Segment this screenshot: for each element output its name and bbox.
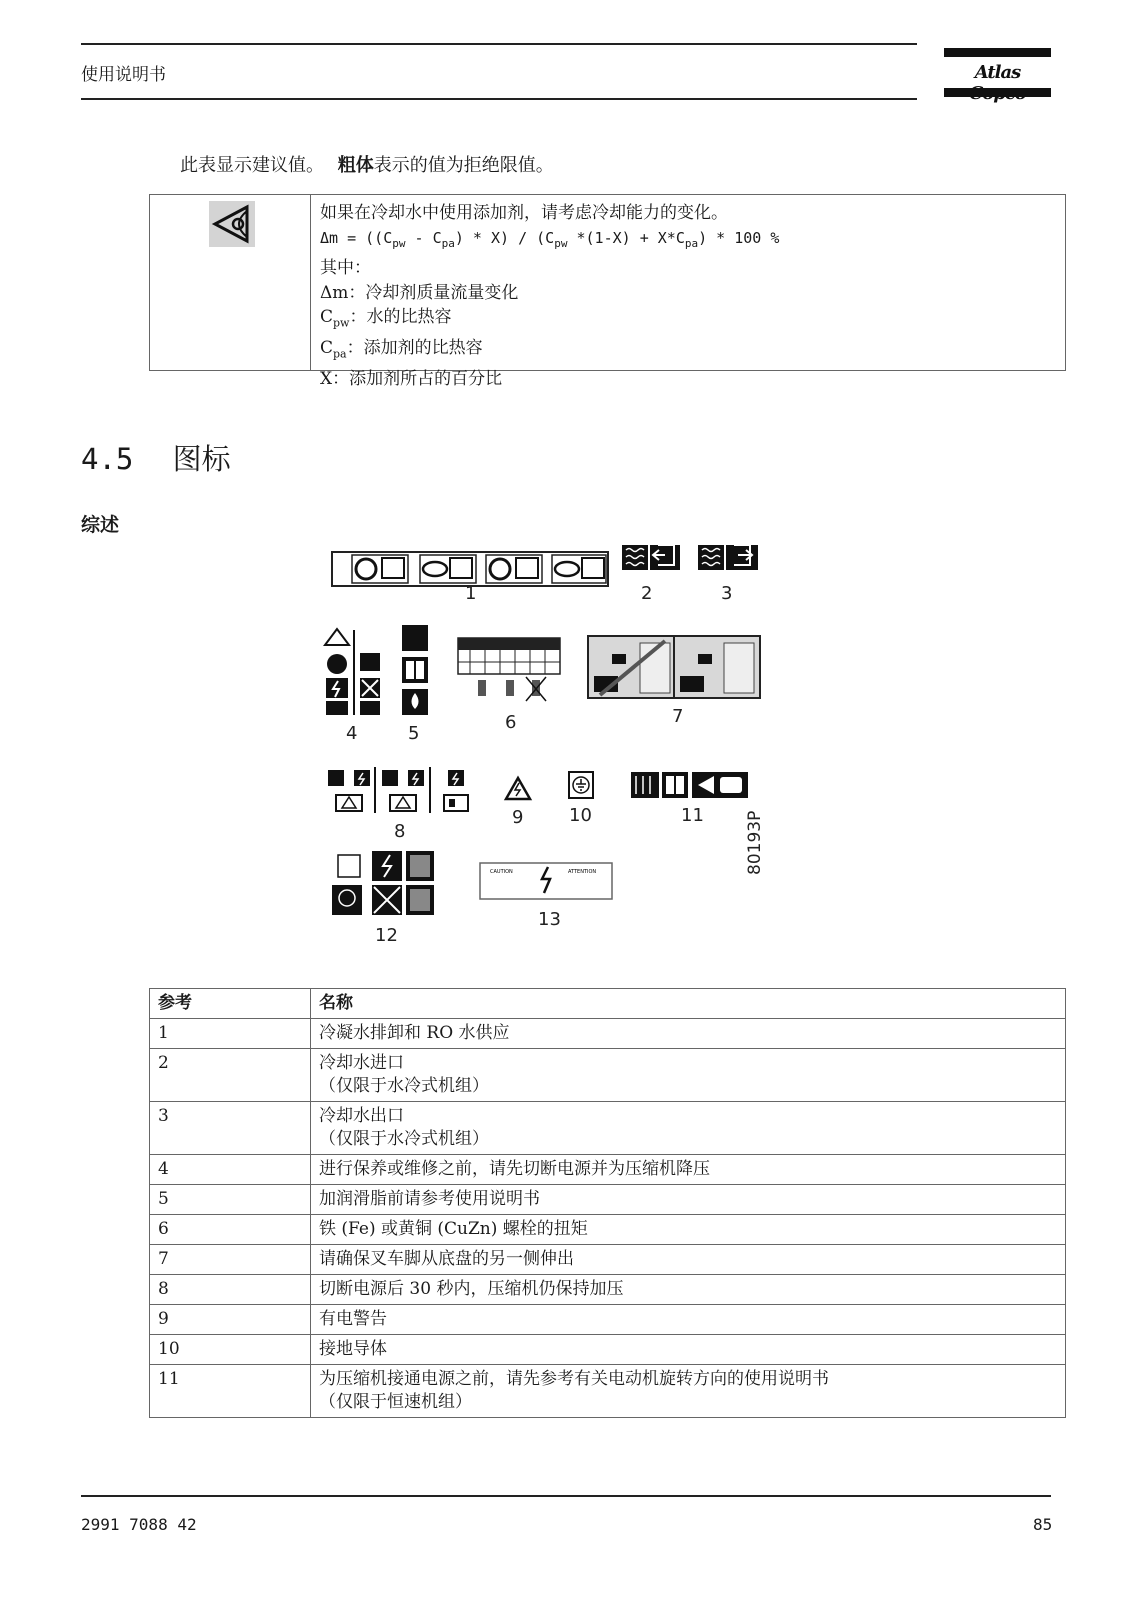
formula-part: ) * X) / (C	[454, 228, 555, 247]
fig-label-11: 11	[681, 805, 704, 826]
name-cell	[311, 1102, 1066, 1155]
page-number: 85	[1033, 1515, 1053, 1534]
ref-cell: 9	[150, 1305, 311, 1335]
name-line: 冷却水出口	[319, 1106, 404, 1126]
header-top-rule	[81, 43, 917, 45]
ref-cell: 2	[150, 1049, 311, 1102]
sticker-right-title: ATTENTION	[568, 869, 597, 875]
fig-label-1: 1	[465, 583, 477, 604]
name-line: （仅限于恒速机组）	[319, 1392, 472, 1412]
note-where: 其中：	[320, 258, 371, 278]
rotation-direction-icon	[631, 772, 748, 798]
subheading: 综述	[81, 514, 120, 536]
table-row	[150, 1049, 1066, 1102]
cpw-main: C	[320, 307, 334, 327]
fig-label-6: 6	[505, 712, 517, 733]
water-inlet-icon	[622, 545, 680, 570]
formula-sub: pa	[441, 236, 455, 250]
note-box	[149, 194, 1066, 389]
warning-triangle-icon	[325, 629, 380, 715]
ref-cell: 6	[150, 1215, 311, 1245]
reference-table-body	[150, 1019, 1066, 1418]
note-cpw	[320, 305, 779, 336]
name-cell	[311, 1335, 1066, 1365]
name-cell	[311, 1275, 1066, 1305]
formula-sub: pw	[554, 236, 568, 250]
fig-label-2: 2	[641, 583, 653, 604]
eye-caution-icon	[209, 201, 255, 247]
formula-part: - C	[405, 228, 442, 247]
header-ref: 参考	[150, 989, 311, 1019]
name-line: 铁 (Fe) 或黄铜 (CuZn) 螺栓的扭矩	[319, 1219, 588, 1239]
header-bottom-rule	[81, 98, 917, 100]
footer-rule	[81, 1495, 1051, 1497]
forklift-icon	[588, 636, 760, 698]
fig-label-13: 13	[538, 909, 561, 930]
note-x: X：添加剂所占的百分比	[320, 368, 503, 389]
fig-label-5: 5	[408, 723, 420, 744]
formula-sub: pw	[392, 236, 406, 250]
name-cell	[311, 1245, 1066, 1275]
table-row	[150, 1215, 1066, 1245]
section-number: 4.5	[81, 442, 134, 476]
caution-sticker	[480, 863, 612, 899]
fig-label-7: 7	[672, 706, 684, 727]
logo-text: Atlas	[974, 62, 1021, 83]
fig-label-4: 4	[346, 723, 358, 744]
name-line: 为压缩机接通电源之前，请先参考有关电动机旋转方向的使用说明书	[319, 1369, 829, 1389]
table-row	[150, 1275, 1066, 1305]
cpa-sub: pa	[333, 347, 347, 361]
ground-icon	[569, 772, 593, 798]
table-row	[150, 1305, 1066, 1335]
note-cpa	[320, 336, 779, 367]
table-row	[150, 1335, 1066, 1365]
note-line1: 如果在冷却水中使用添加剂，请考虑冷却能力的变化。	[320, 203, 728, 223]
intro-bold: 粗体	[337, 155, 374, 176]
ref-cell: 11	[150, 1365, 311, 1418]
condensate-drain-icon	[332, 552, 608, 586]
name-line: （仅限于水冷式机组）	[319, 1076, 489, 1096]
table-row	[150, 1102, 1066, 1155]
intro-prefix: 此表显示建议值。	[180, 155, 324, 176]
name-line: 切断电源后 30 秒内，压缩机仍保持加压	[319, 1279, 624, 1299]
table-row	[150, 1019, 1066, 1049]
name-cell	[311, 1155, 1066, 1185]
ref-cell: 8	[150, 1275, 311, 1305]
pressure-warning-icon	[328, 767, 468, 813]
note-dm: Δm：冷却剂质量流量变化	[320, 282, 519, 303]
name-line: 接地导体	[319, 1339, 387, 1359]
name-line: （仅限于水冷式机组）	[319, 1129, 489, 1149]
section-heading	[81, 437, 231, 478]
pictogram-figure	[320, 545, 820, 965]
doc-number: 2991 7088 42	[81, 1515, 197, 1534]
header-title: 使用说明书	[81, 65, 166, 85]
name-cell	[311, 1215, 1066, 1245]
ref-cell: 3	[150, 1102, 311, 1155]
cpa-main: C	[320, 337, 334, 358]
cpw-rest: ：水的比热容	[349, 307, 452, 327]
reference-table	[149, 988, 1066, 1418]
name-cell	[311, 1365, 1066, 1418]
note-divider	[310, 195, 311, 370]
table-header-row	[150, 989, 1066, 1019]
name-cell	[311, 1185, 1066, 1215]
cpa-rest: ：添加剂的比热容	[346, 337, 483, 358]
name-line: 有电警告	[319, 1309, 387, 1329]
header-name: 名称	[311, 989, 1066, 1019]
intro-text	[180, 151, 554, 177]
fig-label-3: 3	[721, 583, 733, 604]
formula-part: ) * 100 %	[698, 228, 780, 247]
name-cell	[311, 1019, 1066, 1049]
name-cell	[311, 1305, 1066, 1335]
ref-cell: 5	[150, 1185, 311, 1215]
figure-code: 80193P	[745, 810, 765, 875]
ref-cell: 7	[150, 1245, 311, 1275]
fig-label-8: 8	[394, 821, 406, 842]
atlas-copco-logo	[944, 48, 1051, 100]
formula-part: Δm = ((C	[320, 228, 393, 247]
intro-suffix: 表示的值为拒绝限值。	[373, 155, 554, 176]
name-line: 加润滑脂前请参考使用说明书	[319, 1189, 540, 1209]
note-text	[320, 201, 779, 391]
lightning-icon	[506, 778, 530, 799]
note-formula	[320, 226, 779, 257]
name-cell	[311, 1049, 1066, 1102]
ref-cell: 10	[150, 1335, 311, 1365]
service-interval-icon	[332, 851, 434, 915]
section-title: 图标	[172, 442, 231, 476]
name-line: 冷却水进口	[319, 1053, 404, 1073]
fig-label-9: 9	[512, 807, 524, 828]
ref-cell: 4	[150, 1155, 311, 1185]
table-row	[150, 1365, 1066, 1418]
table-row	[150, 1155, 1066, 1185]
table-row	[150, 1185, 1066, 1215]
name-line: 进行保养或维修之前，请先切断电源并为压缩机降压	[319, 1159, 710, 1179]
formula-part: *(1-X) + X*C	[567, 228, 685, 247]
fig-label-12: 12	[375, 925, 398, 946]
formula-sub: pa	[684, 236, 699, 250]
pictogram-svg	[320, 545, 820, 965]
name-line: 冷凝水排卸和 RO 水供应	[319, 1023, 510, 1043]
ref-cell: 1	[150, 1019, 311, 1049]
torque-table-icon	[458, 638, 560, 701]
sticker-left-title: CAUTION	[490, 869, 513, 875]
water-outlet-icon	[698, 545, 758, 570]
name-line: 请确保叉车脚从底盘的另一侧伸出	[319, 1249, 574, 1269]
cpw-sub: pw	[333, 316, 350, 330]
table-row	[150, 1245, 1066, 1275]
manual-book-icon	[402, 625, 428, 715]
fig-label-10: 10	[569, 805, 592, 826]
